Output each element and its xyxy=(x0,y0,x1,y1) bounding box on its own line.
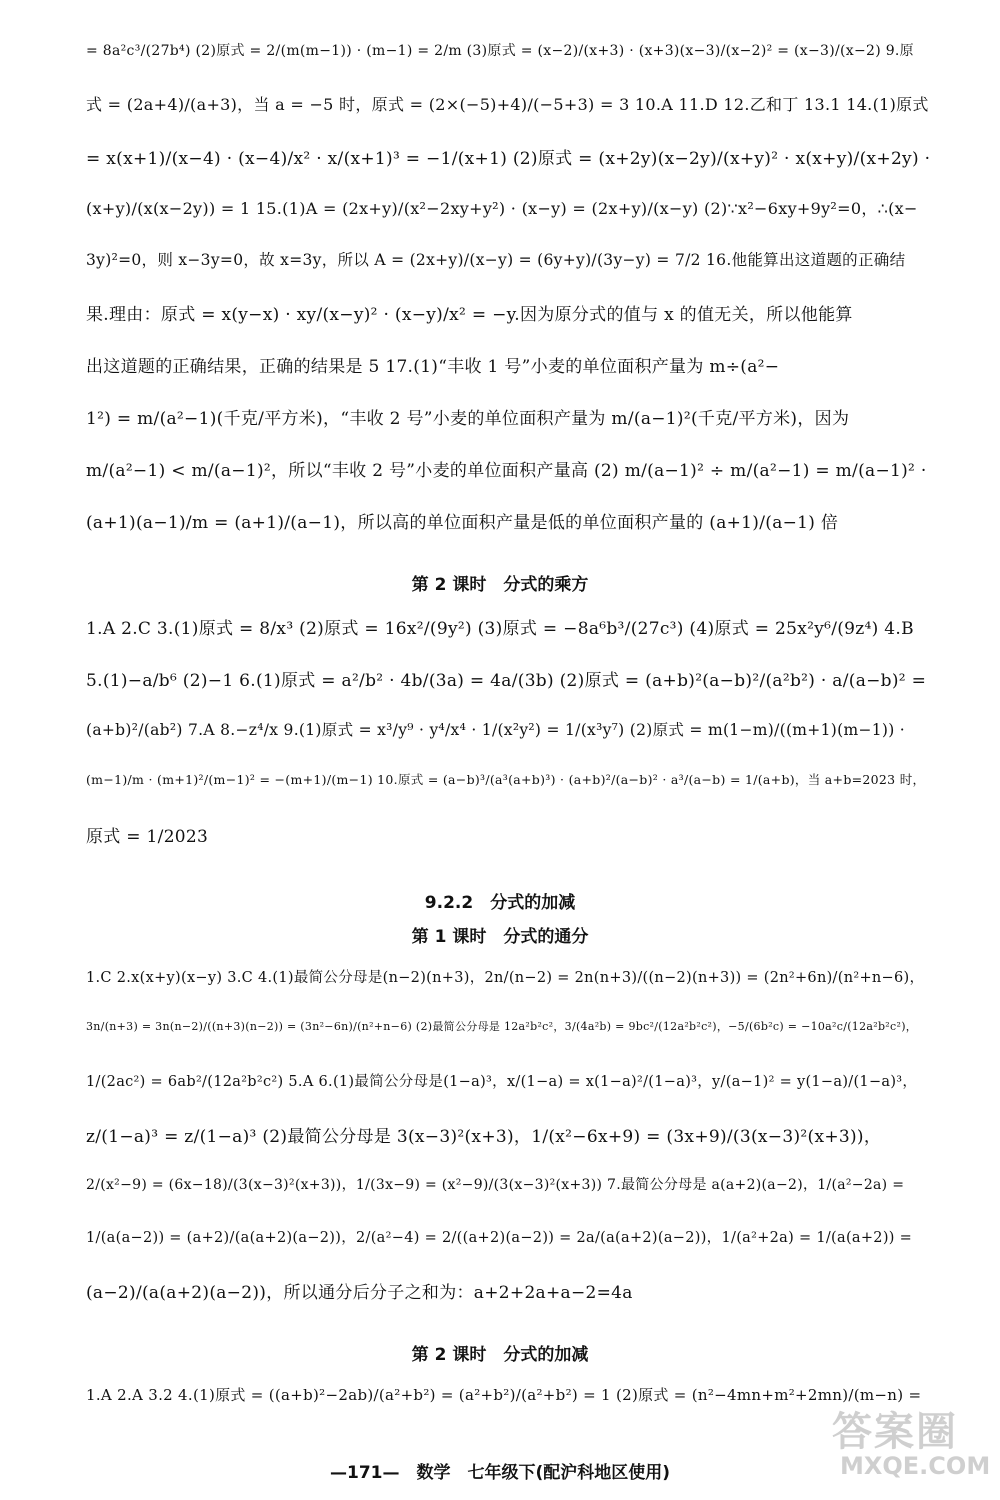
answer-line: 果.理由：原式 = x(y−x) · xy/(x−y)² · (x−y)/x² = −y.因为原分式的值与 x 的值无关，所以他能算 xyxy=(86,305,853,325)
answer-line: = x(x+1)/(x−4) · (x−4)/x² · x/(x+1)³ = −1/(x+1) (2)原式 = (x+2y)(x−2y)/(x+y)² · x(x+y)/(x+2y) · xyxy=(86,149,931,169)
answer-line: 1²) = m/(a²−1)(千克/平方米)，“丰收 2 号”小麦的单位面积产量为 m/(a−1)²(千克/平方米)，因为 xyxy=(86,409,850,429)
answer-line: 1.C 2.x(x+y)(x−y) 3.C 4.(1)最简公分母是(n−2)(n+3)，2n/(n−2) = 2n(n+3)/((n−2)(n+3)) = (2n²+6n)/(n²+n−6)， xyxy=(86,970,925,986)
answer-line: 5.(1)−a/b⁶ (2)−1 6.(1)原式 = a²/b² · 4b/(3a) = 4a/(3b) (2)原式 = (a+b)²(a−b)²/(a²b²) · a/(a−b)² = xyxy=(86,671,927,691)
watermark-url: MXQE.COM xyxy=(840,1452,991,1480)
answer-line: 1/(2ac²) = 6ab²/(12a²b²c²) 5.A 6.(1)最简公分母是(1−a)³，x/(1−a) = x(1−a)²/(1−a)³，y/(a−1)² = y(1−a)/(1−a)³， xyxy=(86,1074,918,1090)
answer-line: (a−2)/(a(a+2)(a−2))，所以通分后分子之和为：a+2+2a+a−2=4a xyxy=(86,1283,633,1303)
answer-line: 3y)²=0，则 x−3y=0，故 x=3y，所以 A = (2x+y)/(x−y) = (6y+y)/(3y−y) = 7/2 16.他能算出这道题的正确结 xyxy=(86,251,906,269)
answer-line: 1.A 2.A 3.2 4.(1)原式 = ((a+b)²−2ab)/(a²+b²) = (a²+b²)/(a²+b²) = 1 (2)原式 = (n²−4mn+m²+2mn)/(m−n) = xyxy=(86,1386,922,1404)
watermark-logo xyxy=(832,1400,991,1490)
answer-line: 出这道题的正确结果，正确的结果是 5 17.(1)“丰收 1 号”小麦的单位面积产量为 m÷(a²− xyxy=(86,357,780,377)
lesson-heading: 第 2 课时 分式的乘方 xyxy=(411,575,589,595)
page-footer: —171— 数学 七年级下(配沪科地区使用) xyxy=(329,1463,671,1483)
answer-line: 原式 = 1/2023 xyxy=(86,827,209,847)
lesson-heading: 第 2 课时 分式的加减 xyxy=(411,1345,589,1365)
watermark-text: 答案圈 xyxy=(832,1409,958,1455)
answer-line: (m−1)/m · (m+1)²/(m−1)² = −(m+1)/(m−1) 10.原式 = (a−b)³/(a³(a+b)³) · (a+b)²/(a−b)² · a³/(a−b) = 1/(a+b)，当 a+b=2023 时， xyxy=(86,772,926,787)
answer-line: (a+1)(a−1)/m = (a+1)/(a−1)，所以高的单位面积产量是低的单位面积产量的 (a+1)/(a−1) 倍 xyxy=(86,513,839,533)
answer-line: m/(a²−1) < m/(a−1)²，所以“丰收 2 号”小麦的单位面积产量高 (2) m/(a−1)² ÷ m/(a²−1) = m/(a−1)² · xyxy=(86,461,927,481)
answer-line: 1.A 2.C 3.(1)原式 = 8/x³ (2)原式 = 16x²/(9y²) (3)原式 = −8a⁶b³/(27c³) (4)原式 = 25x²y⁶/(9z⁴) 4.B xyxy=(86,619,914,639)
answer-line: 1/(a(a−2)) = (a+2)/(a(a+2)(a−2))，2/(a²−4) = 2/((a+2)(a−2)) = 2a/(a(a+2)(a−2))，1/(a²+2a) = 1/(a(a+2)) = xyxy=(86,1230,913,1246)
answer-line: 2/(x²−9) = (6x−18)/(3(x−3)²(x+3))，1/(3x−9) = (x²−9)/(3(x−3)²(x+3)) 7.最简公分母是 a(a+2)(a−2)，1/(a²−2a) = xyxy=(86,1177,905,1193)
answer-line: (a+b)²/(ab²) 7.A 8.−z⁴/x 9.(1)原式 = x³/y⁹ · y⁴/x⁴ · 1/(x²y²) = 1/(x³y⁷) (2)原式 = m(1−m)/((m+1)(m−1)) · xyxy=(86,721,906,739)
answer-line: (x+y)/(x(x−2y)) = 1 15.(1)A = (2x+y)/(x²−2xy+y²) · (x−y) = (2x+y)/(x−y) (2)∵x²−6xy+9y²=0，∴(x− xyxy=(86,199,918,218)
answer-line: 式 = (2a+4)/(a+3)，当 a = −5 时，原式 = (2×(−5)+4)/(−5+3) = 3 10.A 11.D 12.乙和丁 13.1 14.(1)原式 xyxy=(86,95,929,114)
answer-line: z/(1−a)³ = z/(1−a)³ (2)最简公分母是 3(x−3)²(x+3)，1/(x²−6x+9) = (3x+9)/(3(x−3)²(x+3))， xyxy=(86,1127,882,1147)
section-heading: 9.2.2 分式的加减 xyxy=(424,893,576,913)
lesson-heading: 第 1 课时 分式的通分 xyxy=(411,927,589,947)
answer-line: = 8a²c³/(27b⁴) (2)原式 = 2/(m(m−1)) · (m−1) = 2/m (3)原式 = (x−2)/(x+3) · (x+3)(x−3)/(x−2)² = (x−3)/(x−2) 9.原 xyxy=(86,43,914,59)
answer-line: 3n/(n+3) = 3n(n−2)/((n+3)(n−2)) = (3n²−6n)/(n²+n−6) (2)最简公分母是 12a²b²c²，3/(4a²b) = 9bc²/(12a²b²c²)，−5/(6b²c) = −10a²c/(12a²b²c²)， xyxy=(86,1020,918,1033)
